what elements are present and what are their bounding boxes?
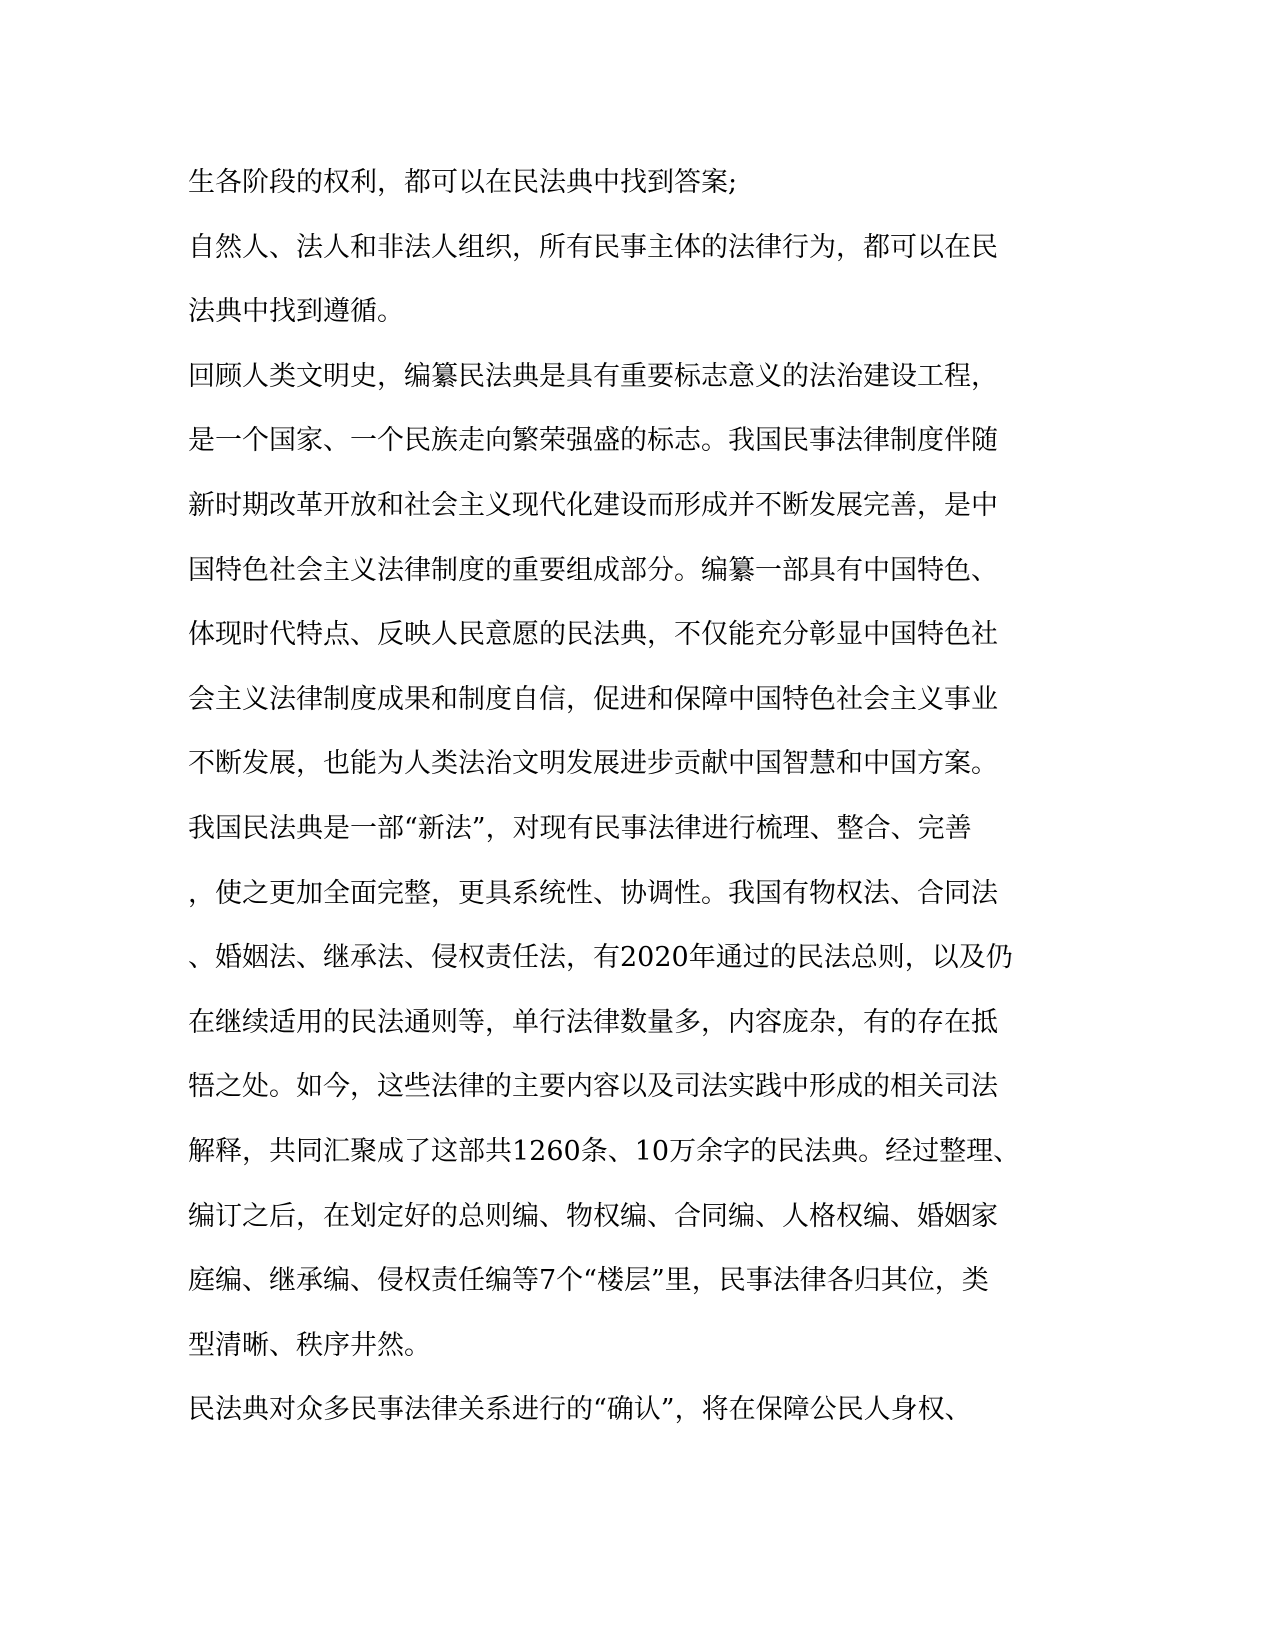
text-line: 法典中找到遵循。 xyxy=(188,296,404,328)
text-line: 是一个国家、一个民族走向繁荣强盛的标志。我国民事法律制度伴随 xyxy=(188,425,998,457)
text-line: 不断发展，也能为人类法治文明发展进步贡献中国智慧和中国方案。 xyxy=(188,748,998,780)
text-line: 编订之后，在划定好的总则编、物权编、合同编、人格权编、婚姻家 xyxy=(188,1200,998,1232)
text-line: 解释，共同汇聚成了这部共1260条、10万余字的民法典。经过整理、 xyxy=(188,1135,1021,1167)
text-line: 生各阶段的权利，都可以在民法典中找到答案; xyxy=(188,167,738,198)
text-line: 国特色社会主义法律制度的重要组成部分。编纂一部具有中国特色、 xyxy=(188,554,998,586)
text-line: 新时期改革开放和社会主义现代化建设而形成并不断发展完善，是中 xyxy=(188,489,998,521)
text-line: 型清晰、秩序井然。 xyxy=(188,1329,431,1361)
text-line: 会主义法律制度成果和制度自信，促进和保障中国特色社会主义事业 xyxy=(188,683,998,715)
text-line: 自然人、法人和非法人组织，所有民事主体的法律行为，都可以在民 xyxy=(188,231,998,263)
text-line: 在继续适用的民法通则等，单行法律数量多，内容庞杂，有的存在抵 xyxy=(188,1006,998,1038)
body-text xyxy=(188,151,1068,1443)
text-line: ，使之更加全面完整，更具系统性、协调性。我国有物权法、合同法 xyxy=(188,877,998,909)
text-line: 庭编、继承编、侵权责任编等7个“楼层”里，民事法律各归其位，类 xyxy=(188,1265,989,1297)
text-line: 我国民法典是一部“新法”，对现有民事法律进行梳理、整合、完善 xyxy=(188,812,972,844)
text-line: 、婚姻法、继承法、侵权责任法，有2020年通过的民法总则，以及仍 xyxy=(188,942,1013,974)
text-line: 体现时代特点、反映人民意愿的民法典，不仅能充分彰显中国特色社 xyxy=(188,619,998,651)
text-line: 回顾人类文明史，编纂民法典是具有重要标志意义的法治建设工程， xyxy=(188,360,998,392)
text-line: 牾之处。如今，这些法律的主要内容以及司法实践中形成的相关司法 xyxy=(188,1071,998,1103)
text-line: 民法典对众多民事法律关系进行的“确认”，将在保障公民人身权、 xyxy=(188,1394,972,1426)
